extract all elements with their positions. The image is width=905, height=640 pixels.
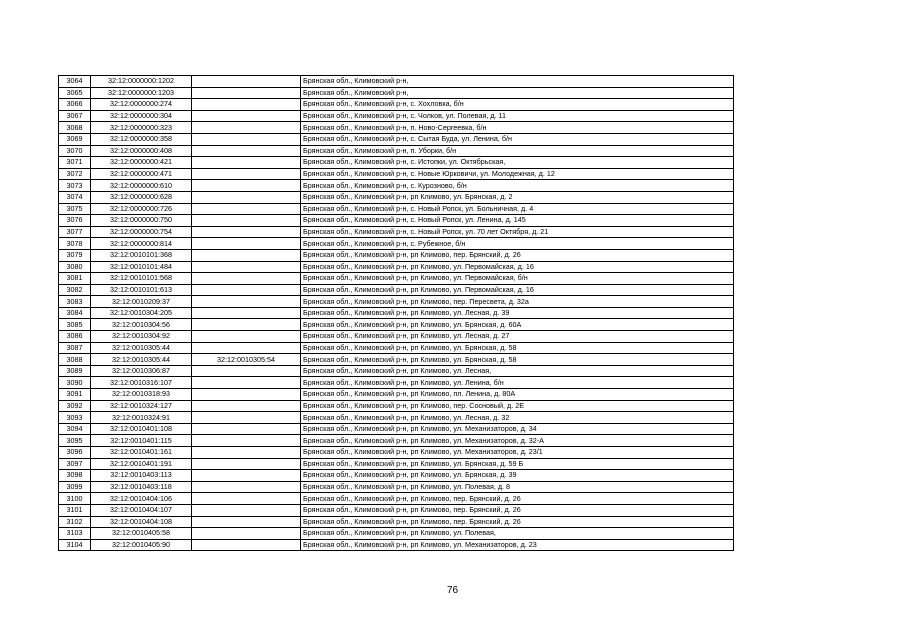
- table-row: [59, 261, 734, 273]
- table-row: [59, 447, 734, 459]
- old-number-cell: [192, 249, 301, 261]
- cadastral-number-cell: 32:12:0010324:91: [91, 412, 192, 424]
- page-number: 76: [446, 585, 459, 596]
- address-cell: Брянская обл., Климовский р-н,: [301, 76, 734, 88]
- address-cell: Брянская обл., Климовский р-н, п. Ново-Сергеевка, б/н: [301, 122, 734, 134]
- old-number-cell: [192, 76, 301, 88]
- record-number-cell: 3101: [59, 504, 91, 516]
- address-cell: Брянская обл., Климовский р-н, рп Климово, ул. Брянская, д. 58: [301, 354, 734, 366]
- address-cell: Брянская обл., Климовский р-н, рп Климово, ул. Механизаторов, д. 23/1: [301, 447, 734, 459]
- table-row: [59, 354, 734, 366]
- address-cell: Брянская обл., Климовский р-н, рп Климово, ул. Лесная,: [301, 365, 734, 377]
- cadastral-number-cell: 32:12:0000000:471: [91, 168, 192, 180]
- cadastral-number-cell: 32:12:0000000:304: [91, 110, 192, 122]
- old-number-cell: [192, 307, 301, 319]
- old-number-cell: [192, 99, 301, 111]
- address-cell: Брянская обл., Климовский р-н, рп Климово, ул. Лесная, д. 32: [301, 412, 734, 424]
- address-cell: Брянская обл., Климовский р-н, с. Новые Юрковичи, ул. Молодежная, д. 12: [301, 168, 734, 180]
- cadastral-number-cell: 32:12:0010401:115: [91, 435, 192, 447]
- table-row: [59, 307, 734, 319]
- table-row: [59, 110, 734, 122]
- cadastral-number-cell: 32:12:0010404:107: [91, 504, 192, 516]
- address-cell: Брянская обл., Климовский р-н, рп Климово, ул. Брянская, д. 2: [301, 191, 734, 203]
- cadastral-number-cell: 32:12:0000000:1203: [91, 87, 192, 99]
- table-row: [59, 389, 734, 401]
- record-number-cell: 3097: [59, 458, 91, 470]
- table-row: [59, 435, 734, 447]
- record-number-cell: 3094: [59, 423, 91, 435]
- old-number-cell: [192, 435, 301, 447]
- address-cell: Брянская обл., Климовский р-н, с. Новый Ропск, ул. Ленина, д. 145: [301, 215, 734, 227]
- old-number-cell: [192, 331, 301, 343]
- record-number-cell: 3090: [59, 377, 91, 389]
- record-number-cell: 3080: [59, 261, 91, 273]
- table-row: [59, 516, 734, 528]
- old-number-cell: [192, 470, 301, 482]
- cadastral-number-cell: 32:12:0000000:323: [91, 122, 192, 134]
- cadastral-number-cell: 32:12:0010403:118: [91, 481, 192, 493]
- record-number-cell: 3084: [59, 307, 91, 319]
- cadastral-number-cell: 32:12:0010101:484: [91, 261, 192, 273]
- table-row: [59, 331, 734, 343]
- old-number-cell: [192, 539, 301, 551]
- table-row: [59, 226, 734, 238]
- cadastral-number-cell: 32:12:0010324:127: [91, 400, 192, 412]
- old-number-cell: [192, 342, 301, 354]
- old-number-cell: [192, 133, 301, 145]
- address-cell: Брянская обл., Климовский р-н, п. Уборки, б/н: [301, 145, 734, 157]
- cadastral-number-cell: 32:12:0010404:106: [91, 493, 192, 505]
- table-row: [59, 203, 734, 215]
- record-number-cell: 3072: [59, 168, 91, 180]
- address-cell: Брянская обл., Климовский р-н, с. Новый Ропск, ул. 70 лет Октября, д. 21: [301, 226, 734, 238]
- old-number-cell: [192, 273, 301, 285]
- records-table-body: [59, 76, 734, 551]
- address-cell: Брянская обл., Климовский р-н, рп Климово, ул. Брянская, д. 58: [301, 342, 734, 354]
- table-row: [59, 481, 734, 493]
- records-table: [58, 75, 734, 551]
- old-number-cell: [192, 87, 301, 99]
- cadastral-number-cell: 32:12:0000000:754: [91, 226, 192, 238]
- record-number-cell: 3076: [59, 215, 91, 227]
- table-row: [59, 133, 734, 145]
- table-row: [59, 157, 734, 169]
- old-number-cell: [192, 238, 301, 250]
- record-number-cell: 3065: [59, 87, 91, 99]
- table-row: [59, 365, 734, 377]
- cadastral-number-cell: 32:12:0010305:44: [91, 342, 192, 354]
- old-number-cell: [192, 191, 301, 203]
- cadastral-number-cell: 32:12:0000000:274: [91, 99, 192, 111]
- table-row: [59, 493, 734, 505]
- old-number-cell: [192, 296, 301, 308]
- table-row: [59, 528, 734, 540]
- cadastral-number-cell: 32:12:0000000:358: [91, 133, 192, 145]
- old-number-cell: [192, 203, 301, 215]
- table-row: [59, 215, 734, 227]
- cadastral-number-cell: 32:12:0010304:92: [91, 331, 192, 343]
- old-number-cell: [192, 389, 301, 401]
- cadastral-number-cell: 32:12:0010318:93: [91, 389, 192, 401]
- record-number-cell: 3079: [59, 249, 91, 261]
- cadastral-number-cell: 32:12:0010101:368: [91, 249, 192, 261]
- old-number-cell: [192, 168, 301, 180]
- record-number-cell: 3075: [59, 203, 91, 215]
- address-cell: Брянская обл., Климовский р-н, с. Курозново, б/н: [301, 180, 734, 192]
- table-row: [59, 238, 734, 250]
- old-number-cell: [192, 377, 301, 389]
- address-cell: Брянская обл., Климовский р-н, рп Климово, ул. Полевая, д. 8: [301, 481, 734, 493]
- address-cell: Брянская обл., Климовский р-н, рп Климово, пл. Ленина, д. 80А: [301, 389, 734, 401]
- old-number-cell: [192, 261, 301, 273]
- cadastral-number-cell: 32:12:0000000:750: [91, 215, 192, 227]
- table-row: [59, 504, 734, 516]
- cadastral-number-cell: 32:12:0000000:610: [91, 180, 192, 192]
- address-cell: Брянская обл., Климовский р-н, рп Климово, ул. Брянская, д. 59 Б: [301, 458, 734, 470]
- address-cell: Брянская обл., Климовский р-н, рп Климово, ул. Механизаторов, д. 32-А: [301, 435, 734, 447]
- table-row: [59, 249, 734, 261]
- table-row: [59, 87, 734, 99]
- address-cell: Брянская обл., Климовский р-н, рп Климово, пер. Пересвета, д. 32а: [301, 296, 734, 308]
- address-cell: Брянская обл., Климовский р-н, рп Климово, ул. Ленина, б/н: [301, 377, 734, 389]
- cadastral-number-cell: 32:12:0010304:56: [91, 319, 192, 331]
- address-cell: Брянская обл., Климовский р-н, рп Климово, пер. Брянский, д. 26: [301, 249, 734, 261]
- address-cell: Брянская обл., Климовский р-н, с. Чолков, ул. Полевая, д. 11: [301, 110, 734, 122]
- old-number-cell: [192, 400, 301, 412]
- old-number-cell: [192, 157, 301, 169]
- table-row: [59, 76, 734, 88]
- address-cell: Брянская обл., Климовский р-н, с. Истопки, ул. Октябрьская,: [301, 157, 734, 169]
- record-number-cell: 3086: [59, 331, 91, 343]
- old-number-cell: [192, 122, 301, 134]
- address-cell: Брянская обл., Климовский р-н, с. Рубежное, б/н: [301, 238, 734, 250]
- record-number-cell: 3100: [59, 493, 91, 505]
- record-number-cell: 3095: [59, 435, 91, 447]
- old-number-cell: [192, 215, 301, 227]
- record-number-cell: 3093: [59, 412, 91, 424]
- table-row: [59, 168, 734, 180]
- old-number-cell: [192, 528, 301, 540]
- old-number-cell: [192, 284, 301, 296]
- old-number-cell: [192, 481, 301, 493]
- record-number-cell: 3064: [59, 76, 91, 88]
- cadastral-number-cell: 32:12:0010101:613: [91, 284, 192, 296]
- record-number-cell: 3077: [59, 226, 91, 238]
- table-row: [59, 319, 734, 331]
- old-number-cell: [192, 226, 301, 238]
- cadastral-number-cell: 32:12:0000000:726: [91, 203, 192, 215]
- table-row: [59, 122, 734, 134]
- cadastral-number-cell: 32:12:0010316:107: [91, 377, 192, 389]
- address-cell: Брянская обл., Климовский р-н, рп Климово, ул. Лесная, д. 39: [301, 307, 734, 319]
- record-number-cell: 3074: [59, 191, 91, 203]
- table-row: [59, 99, 734, 111]
- record-number-cell: 3087: [59, 342, 91, 354]
- record-number-cell: 3089: [59, 365, 91, 377]
- table-row: [59, 296, 734, 308]
- old-number-cell: 32:12:0010305:54: [192, 354, 301, 366]
- table-row: [59, 342, 734, 354]
- record-number-cell: 3102: [59, 516, 91, 528]
- record-number-cell: 3066: [59, 99, 91, 111]
- address-cell: Брянская обл., Климовский р-н, с. Хохловка, б/н: [301, 99, 734, 111]
- cadastral-number-cell: 32:12:0010405:90: [91, 539, 192, 551]
- cadastral-number-cell: 32:12:0010209:37: [91, 296, 192, 308]
- cadastral-number-cell: 32:12:0010304:205: [91, 307, 192, 319]
- record-number-cell: 3067: [59, 110, 91, 122]
- cadastral-number-cell: 32:12:0000000:421: [91, 157, 192, 169]
- cadastral-number-cell: 32:12:0010101:568: [91, 273, 192, 285]
- address-cell: Брянская обл., Климовский р-н, рп Климово, пер. Брянский, д. 26: [301, 516, 734, 528]
- record-number-cell: 3082: [59, 284, 91, 296]
- old-number-cell: [192, 110, 301, 122]
- record-number-cell: 3071: [59, 157, 91, 169]
- table-row: [59, 539, 734, 551]
- address-cell: Брянская обл., Климовский р-н, рп Климово, пер. Сосновый, д. 2Е: [301, 400, 734, 412]
- address-cell: Брянская обл., Климовский р-н, рп Климово, ул. Первомайская, д. 16: [301, 284, 734, 296]
- table-row: [59, 458, 734, 470]
- table-row: [59, 273, 734, 285]
- address-cell: Брянская обл., Климовский р-н, рп Климово, ул. Брянская, д. 39: [301, 470, 734, 482]
- table-row: [59, 400, 734, 412]
- cadastral-number-cell: 32:12:0000000:1202: [91, 76, 192, 88]
- record-number-cell: 3096: [59, 447, 91, 459]
- table-row: [59, 377, 734, 389]
- cadastral-number-cell: 32:12:0010306:87: [91, 365, 192, 377]
- table-row: [59, 423, 734, 435]
- record-number-cell: 3083: [59, 296, 91, 308]
- cadastral-number-cell: 32:12:0010404:108: [91, 516, 192, 528]
- cadastral-number-cell: 32:12:0000000:408: [91, 145, 192, 157]
- address-cell: Брянская обл., Климовский р-н, рп Климово, ул. Механизаторов, д. 23: [301, 539, 734, 551]
- address-cell: Брянская обл., Климовский р-н, рп Климово, ул. Первомайская, б/н: [301, 273, 734, 285]
- record-number-cell: 3088: [59, 354, 91, 366]
- record-number-cell: 3092: [59, 400, 91, 412]
- record-number-cell: 3104: [59, 539, 91, 551]
- cadastral-number-cell: 32:12:0010305:44: [91, 354, 192, 366]
- record-number-cell: 3091: [59, 389, 91, 401]
- old-number-cell: [192, 447, 301, 459]
- old-number-cell: [192, 412, 301, 424]
- record-number-cell: 3081: [59, 273, 91, 285]
- record-number-cell: 3085: [59, 319, 91, 331]
- cadastral-number-cell: 32:12:0000000:814: [91, 238, 192, 250]
- record-number-cell: 3099: [59, 481, 91, 493]
- record-number-cell: 3070: [59, 145, 91, 157]
- record-number-cell: 3073: [59, 180, 91, 192]
- cadastral-number-cell: 32:12:0010401:108: [91, 423, 192, 435]
- address-cell: Брянская обл., Климовский р-н, с. Новый Ропск, ул. Больничная, д. 4: [301, 203, 734, 215]
- table-row: [59, 412, 734, 424]
- record-number-cell: 3078: [59, 238, 91, 250]
- old-number-cell: [192, 180, 301, 192]
- address-cell: Брянская обл., Климовский р-н, рп Климово, пер. Брянский, д. 26: [301, 493, 734, 505]
- old-number-cell: [192, 365, 301, 377]
- record-number-cell: 3098: [59, 470, 91, 482]
- cadastral-number-cell: 32:12:0010401:191: [91, 458, 192, 470]
- table-row: [59, 284, 734, 296]
- old-number-cell: [192, 493, 301, 505]
- old-number-cell: [192, 458, 301, 470]
- address-cell: Брянская обл., Климовский р-н, рп Климово, ул. Механизаторов, д. 34: [301, 423, 734, 435]
- address-cell: Брянская обл., Климовский р-н, рп Климово, пер. Брянский, д. 26: [301, 504, 734, 516]
- cadastral-number-cell: 32:12:0010401:161: [91, 447, 192, 459]
- cadastral-number-cell: 32:12:0010405:58: [91, 528, 192, 540]
- table-row: [59, 180, 734, 192]
- table-row: [59, 191, 734, 203]
- record-number-cell: 3103: [59, 528, 91, 540]
- address-cell: Брянская обл., Климовский р-н, рп Климово, ул. Лесная, д. 27: [301, 331, 734, 343]
- old-number-cell: [192, 504, 301, 516]
- old-number-cell: [192, 516, 301, 528]
- old-number-cell: [192, 319, 301, 331]
- address-cell: Брянская обл., Климовский р-н, с. Сытая Буда, ул. Ленина, б/н: [301, 133, 734, 145]
- table-row: [59, 470, 734, 482]
- table-row: [59, 145, 734, 157]
- record-number-cell: 3068: [59, 122, 91, 134]
- cadastral-number-cell: 32:12:0010403:113: [91, 470, 192, 482]
- address-cell: Брянская обл., Климовский р-н,: [301, 87, 734, 99]
- record-number-cell: 3069: [59, 133, 91, 145]
- cadastral-number-cell: 32:12:0000000:628: [91, 191, 192, 203]
- address-cell: Брянская обл., Климовский р-н, рп Климово, ул. Полевая,: [301, 528, 734, 540]
- old-number-cell: [192, 145, 301, 157]
- old-number-cell: [192, 423, 301, 435]
- address-cell: Брянская обл., Климовский р-н, рп Климово, ул. Первомайская, д. 16: [301, 261, 734, 273]
- address-cell: Брянская обл., Климовский р-н, рп Климово, ул. Брянская, д. 60А: [301, 319, 734, 331]
